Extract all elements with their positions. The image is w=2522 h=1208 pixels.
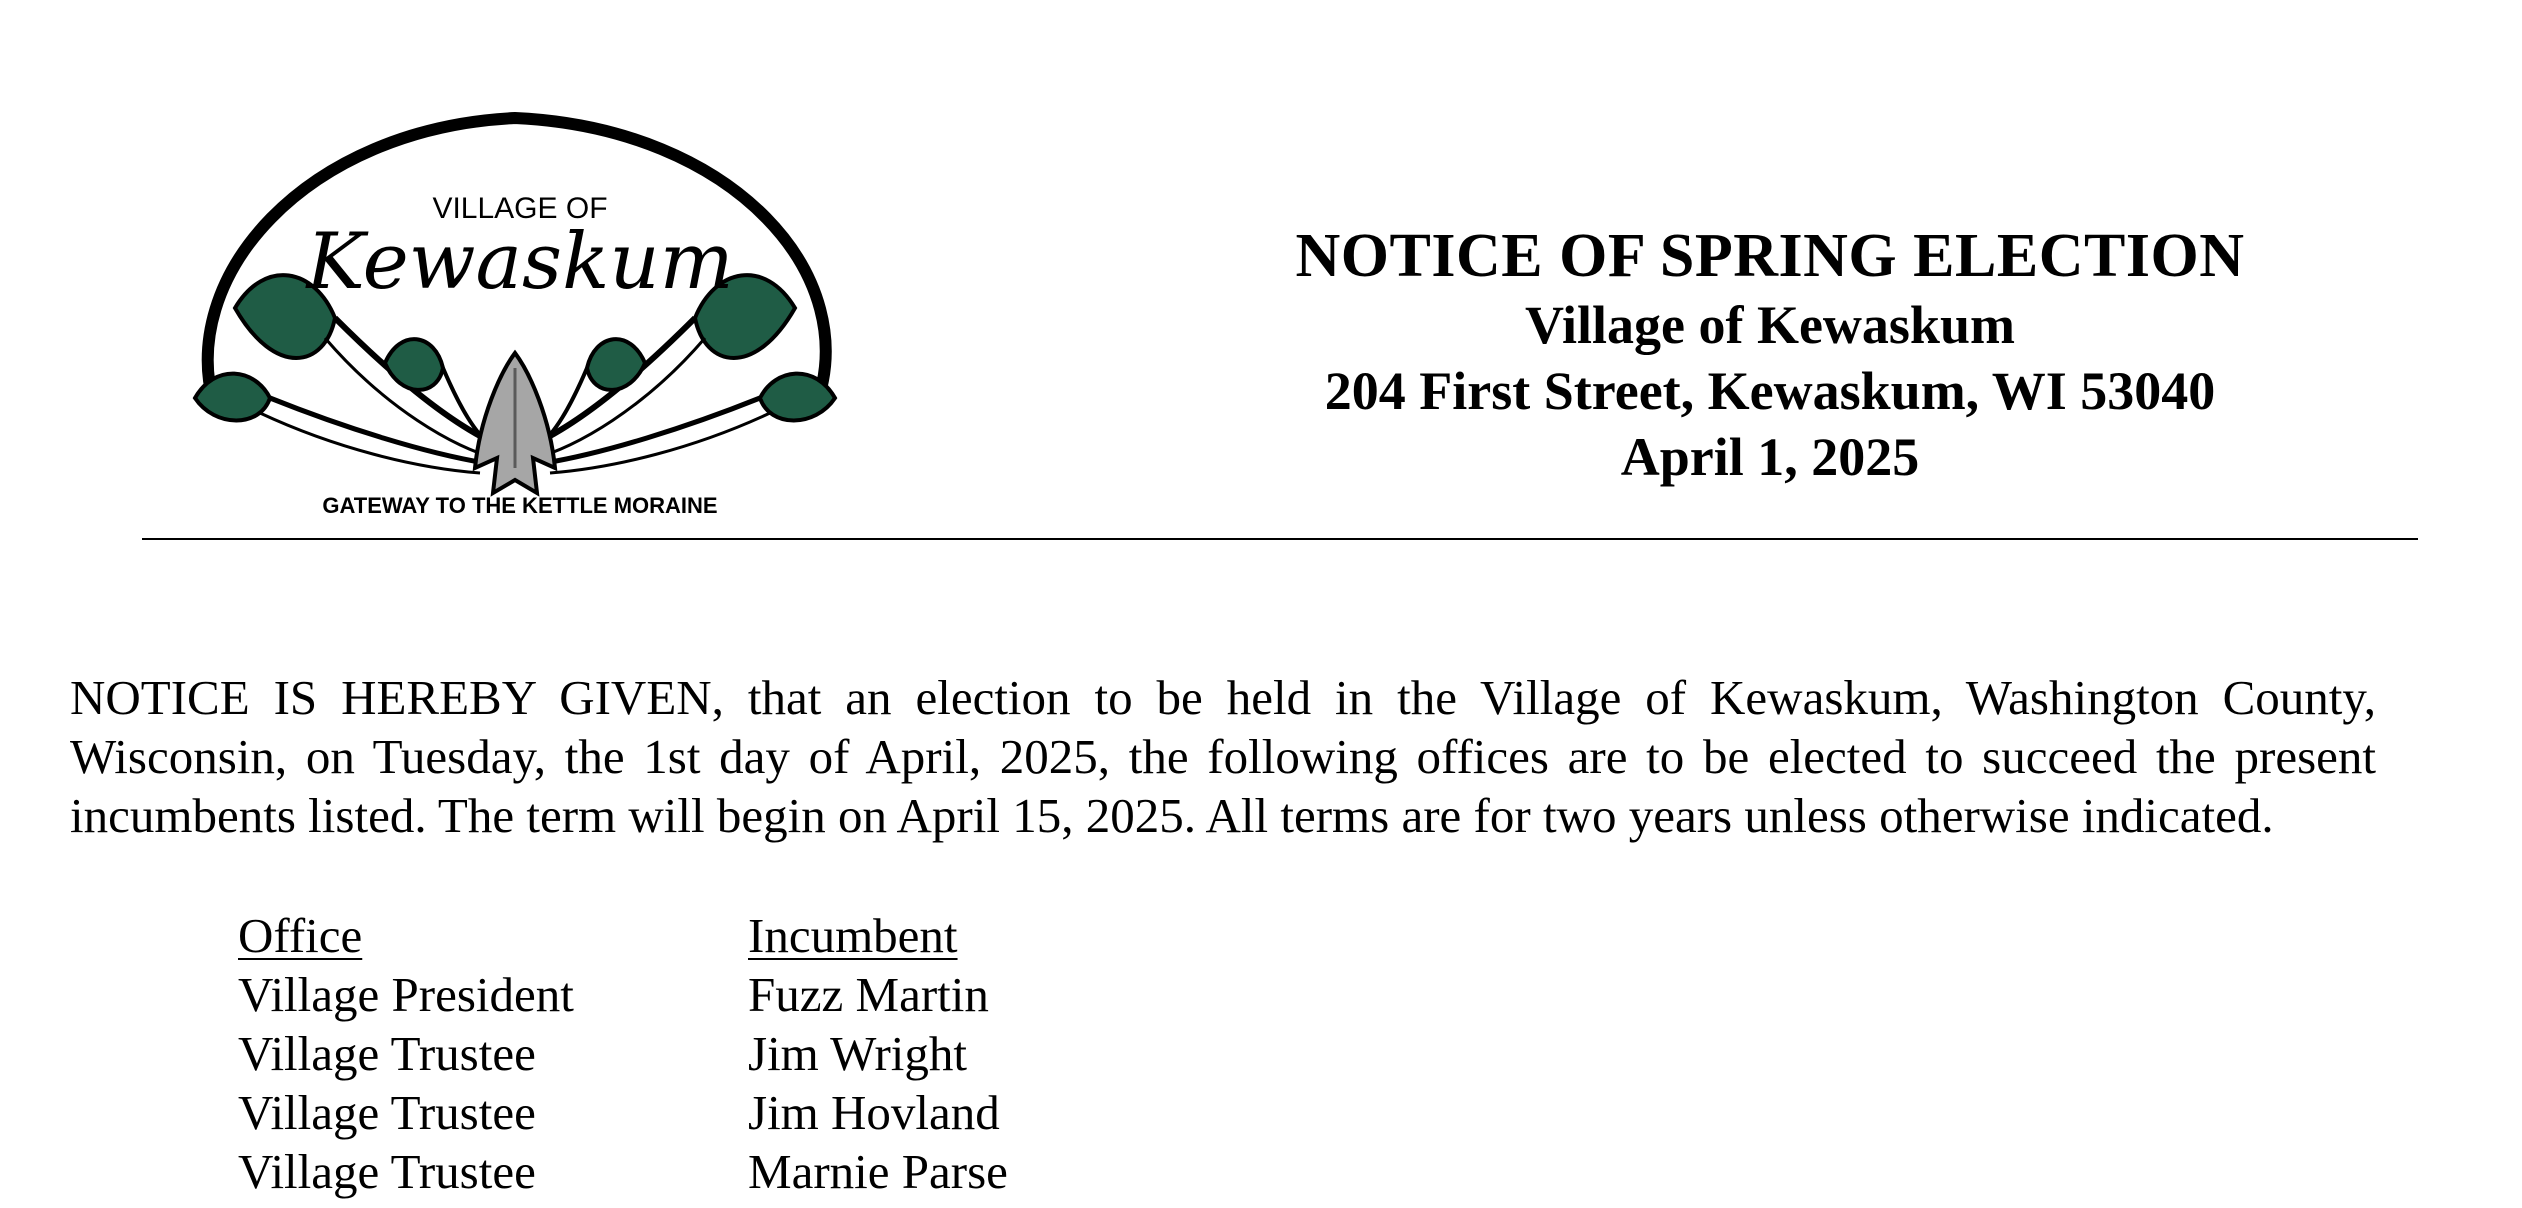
office-cell: Village President [238, 967, 574, 1022]
village-logo [175, 108, 855, 528]
header-divider [142, 538, 2418, 540]
incumbent-column-header: Incumbent [748, 908, 958, 963]
logo-name-text: Kewaskum [306, 217, 734, 307]
offices-header-row [238, 906, 1348, 965]
table-row [238, 1024, 1348, 1083]
notice-address: 204 First Street, Kewaskum, WI 53040 [1324, 361, 2216, 421]
office-cell: Village Trustee [238, 1026, 536, 1081]
incumbent-cell: Marnie Parse [748, 1144, 1008, 1199]
notice-paragraph: NOTICE IS HEREBY GIVEN, that an election to be held in the Village of Kewaskum, Washington County, Wisconsin, on Tuesday, the 1st day of April, 2025, the following offices are to be elected to succeed the present incumbents listed. The term will begin on April 15, 2025. All terms are for two years unless otherwise indicated. [70, 670, 2376, 843]
table-row [238, 965, 1348, 1024]
logo-bottom-text: GATEWAY TO THE KETTLE MORAINE [322, 493, 718, 518]
notice-header [1180, 220, 2360, 490]
incumbent-cell: Jim Wright [748, 1026, 967, 1081]
notice-date: April 1, 2025 [1620, 427, 1920, 487]
office-cell: Village Trustee [238, 1085, 536, 1140]
office-cell: Village Trustee [238, 1144, 536, 1199]
notice-subtitle: Village of Kewaskum [1525, 295, 2015, 355]
office-column-header: Office [238, 908, 363, 963]
table-row [238, 1083, 1348, 1142]
logo-top-text: VILLAGE OF [432, 192, 608, 225]
offices-table [238, 906, 1348, 1201]
incumbent-cell: Jim Hovland [748, 1085, 1000, 1140]
kewaskum-emblem [175, 108, 855, 528]
notice-title: NOTICE OF SPRING ELECTION [1295, 222, 2245, 290]
incumbent-cell: Fuzz Martin [748, 967, 989, 1022]
table-row [238, 1142, 1348, 1201]
